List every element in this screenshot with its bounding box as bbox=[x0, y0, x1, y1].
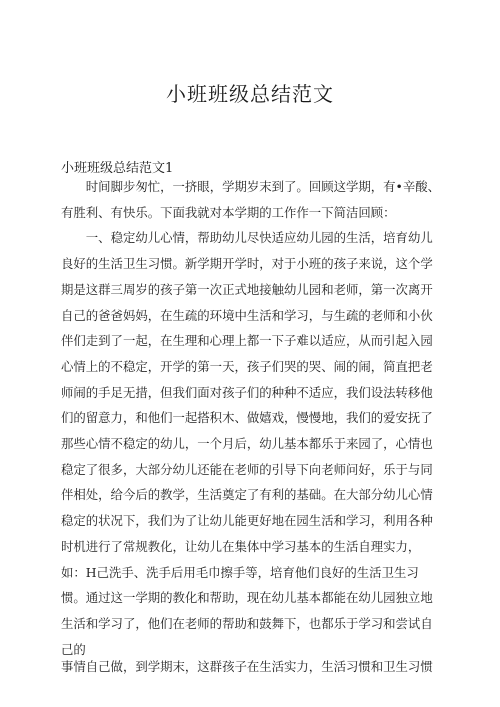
paragraph-intro: 时间脚步匆忙，一挤眼，学期岁末到了。回顾这学期，有•辛酸、有胜利、有快乐。下面我就对本学期的工作作一下简洁回顾： bbox=[61, 179, 441, 220]
paragraph-section-one: 一、稳定幼儿心情，帮助幼儿尽快适应幼儿园的生活，培育幼儿良好的生活卫生习惯。新学期开学时，对于小班的孩子来说，这个学期是这群三周岁的孩子第一次正式地接触幼儿园和老师，第一次离开自己的爸爸妈妈，在生疏的环境中生活和学习，与生疏的老师和小伙伴们走到了一起，在生理和心理上都一下子难以适应，从而引起入园心情上的不稳定，开学的第一天，孩子们哭的哭、闹的闹，简直把老师闹的手足无措，但我们面对孩子们的种种不适应，我们设法转移他们的留意力，和他们一起搭积木、做嬉戏，慢慢地，我们的爱安抚了那些心情不稳定的幼儿，一个月后，幼儿基本都乐于来园了，心情也稳定了很多，大部分幼儿还能在老师的引导下向老师问好，乐于与同伴相处，给今后的教学，生活奠定了有利的基础。在大部分幼儿心情稳定的状况下，我们为了让幼儿能更好地在园生活和学习，利用各种时机进行了常规教化，让幼儿在集体中学习基本的生活自理实力，如：H己洗手、洗手后用毛巾擦手等，培育他们良好的生活卫生习惯。通过这一学期的教化和帮助，现在幼儿基本都能在幼儿园独立地生活和学习了，他们在老师的帮助和鼓舞下，也都乐于学习和尝试自己的 bbox=[61, 230, 433, 657]
section-heading: 小班班级总结范文1 bbox=[61, 161, 174, 176]
document-body bbox=[61, 174, 441, 676]
document-title: 小班班级总结范文 bbox=[166, 82, 334, 106]
paragraph-continuation: 事情自己做，到学期末，这群孩子在生活实力，生活习惯和卫生习惯 bbox=[61, 659, 433, 675]
